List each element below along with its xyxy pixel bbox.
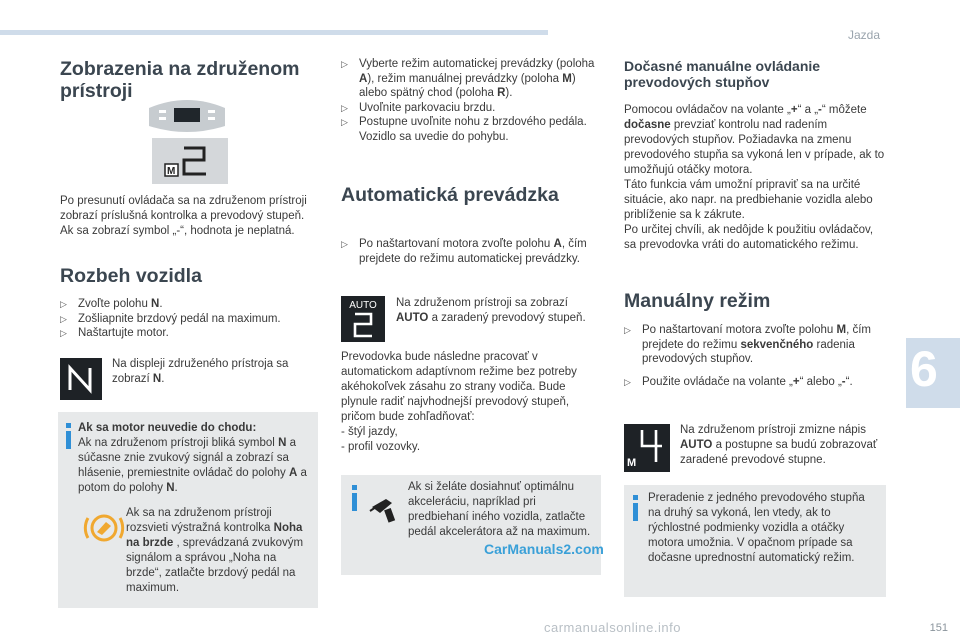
- display-m2-icon: [152, 138, 228, 184]
- svg-text:M: M: [167, 166, 176, 177]
- display-paragraph: Po presunutí ovládača sa na združenom prístroji zobrazí príslušná kontrolka a prevodový stupeň. Ak sa zobrazí symbol „-“, hodnota je neplatná.: [60, 195, 307, 237]
- header-bar: [0, 30, 548, 35]
- display-m4-icon: [624, 424, 670, 472]
- temporary-manual-text: Pomocou ovládačov na volante „+“ a „-“ môžete dočasne prevziať kontrolu nad radením prevodových stupňov. Požiadavka na zmenu prevodového stupňa sa vykoná len v prípade, ak to umožňujú otáčky motora. Táto funkcia vám umožní pripraviť sa na určité situácie, ako napr. na predbiehanie vozidla alebo priblíženie sa k zákrute. Po určitej chvíli, ak nedôjde k použitiu ovládačov, sa prevodovka vráti do automatického režimu.: [624, 104, 885, 251]
- list-item: ▷ Vyberte režim automatickej prevádzky (poloha A), režim manuálnej prevádzky (poloha M) alebo spätný chod (poloha R).: [341, 57, 597, 101]
- list-item: ▷ Zošliapnite brzdový pedál na maximum.: [60, 312, 320, 327]
- mode-select-list: [341, 57, 597, 144]
- automatic-paragraph: Prevodovka bude následne pracovať v automatickom adaptívnom režime bez potreby akéhokoľvek zásahu zo strany vodiča. Bude plynule radiť najvhodnejší prevodový stupeň, pričom bude zohľadňovať: - štýl jazdy, - profil vozovky.: [341, 350, 597, 455]
- list-item: ▷ Po naštartovaní motora zvoľte polohu A, čím prejdete do režimu automatickej prevádzky.: [341, 237, 597, 266]
- m-label: M: [627, 457, 637, 469]
- display-auto-icon: [341, 296, 385, 342]
- title-display: Zobrazenia na združenom prístroji: [60, 58, 300, 102]
- acceleration-tip-box: Ak si želáte dosiahnuť optimálnu akceleráciu, napríklad pri predbiehaní iného vozidla, zatlačte pedál akcelerátora až na maximum.: [341, 475, 601, 575]
- display-auto-text: Na združenom prístroji sa zobrazí AUTO a zaradený prevodový stupeň.: [396, 297, 586, 324]
- foot-on-pedal-icon: [368, 491, 404, 525]
- auto-label: AUTO: [349, 300, 377, 311]
- display-n-text: Na displeji združeného prístroja sa zobrazí N.: [112, 358, 289, 385]
- display-m4-text: Na združenom prístroji zmizne nápis AUTO a postupne sa budú zobrazovať zaradené prevodové stupne.: [680, 424, 878, 466]
- chapter-number: 6: [910, 341, 938, 397]
- list-item: ▷ Postupne uvoľnite nohu z brzdového pedála. Vozidlo sa uvedie do pohybu.: [341, 115, 597, 144]
- automatic-list: [341, 237, 597, 266]
- warning-box: Ak sa motor neuvedie do chodu: Ak na združenom prístroji bliká symbol N a súčasne znie zvukový signál a zobrazí sa hlásenie, premiestnite ovládač do polohy A a potom do polohy N. Ak sa na združenom prístroji rozsvieti výstražná kontrolka Noha na brzde , sprevádzaná zvukovým signálom a správou „Noha na brzde“, zatlačte brzdový pedál na maximum.: [58, 412, 318, 608]
- list-item: - štýl jazdy,: [341, 426, 398, 438]
- info-icon: [66, 431, 71, 449]
- watermark: CarManuals2.com: [484, 541, 604, 557]
- gear-shift-info-box: Preradenie z jedného prevodového stupňa na druhý sa vykoná, len vtedy, ak to rýchlostné podmienky vozidla a otáčky motora umožnia. V opačnom prípade sa dočasne uprednostní automatický režim.: [624, 485, 886, 597]
- title-temporary-manual: Dočasné manuálne ovládanie prevodových stupňov: [624, 58, 821, 90]
- manual-list: [624, 323, 886, 389]
- title-start: Rozbeh vozidla: [60, 265, 202, 287]
- title-automatic: Automatická prevádzka: [341, 184, 559, 206]
- page-number: 151: [929, 622, 948, 634]
- list-item: - profil vozovky.: [341, 441, 421, 453]
- start-list: [60, 297, 320, 341]
- list-item: ▷ Uvoľnite parkovaciu brzdu.: [341, 101, 597, 116]
- info-icon: [352, 493, 357, 511]
- section-label: Jazda: [847, 28, 880, 42]
- list-item: ▷ Po naštartovaní motora zvoľte polohu M, čím prejdete do režimu sekvenčného radenia prevodových stupňov.: [624, 323, 886, 367]
- gear-selector-icon: [143, 96, 231, 136]
- list-item: ▷ Použite ovládače na volante „+“ alebo „-“.: [624, 375, 886, 390]
- foot-on-brake-icon: [82, 510, 126, 546]
- info-icon: [633, 503, 638, 521]
- list-item: ▷ Naštartujte motor.: [60, 326, 320, 341]
- title-manual: Manuálny režim: [624, 290, 771, 312]
- list-item: ▷ Zvoľte polohu N.: [60, 297, 320, 312]
- watermark-bottom: carmanualsonline.info: [544, 620, 681, 635]
- display-n-icon: [60, 358, 102, 400]
